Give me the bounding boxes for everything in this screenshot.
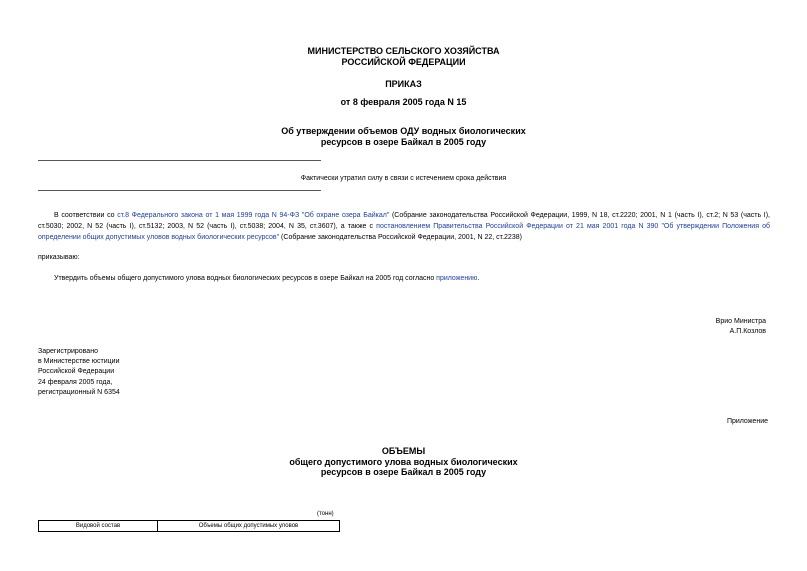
registration-line-2: в Министерстве юстиции (38, 358, 120, 365)
appendix-subtitle-line-2: ресурсов в озере Байкал в 2005 году (320, 467, 487, 477)
preamble-text-3: (Собрание законодательства Российской Федерации, 2001, N 22, ст.2238) (279, 234, 522, 241)
preamble-text-1: В соответствии со (54, 212, 118, 219)
order-text-end: . (477, 275, 480, 282)
separator-line-top (38, 160, 321, 161)
separator-line-bottom (38, 190, 321, 191)
appendix-subtitle-line-1: общего допустимого улова водных биологических (289, 457, 518, 467)
appendix-title: ОБЪЕМЫ (381, 446, 426, 456)
signature-position: Врио Министра (715, 318, 766, 325)
status-note-text: Фактически утратил силу в связи с истечением срока действия (300, 175, 507, 182)
ministry-line-1: МИНИСТЕРСТВО СЕЛЬСКОГО ХОЗЯЙСТВА (307, 46, 500, 56)
ministry-line-2: РОССИЙСКОЙ ФЕДЕРАЦИИ (341, 57, 466, 67)
preamble-text-2: (Собрание законодательства Российской Федерации, 1999, N 18, ст.2220; 2001, N 1 (часть I), ст.2; N 53 (часть I), ст.5030; 2002, N 52 (часть I), ст.5132; 2003, N 52 (часть I), ст.5038; 2004, N 35, ст.3607), а также с (38, 212, 770, 230)
column-species: Видовой состав (39, 521, 158, 532)
appendix-link[interactable]: приложению (436, 275, 478, 282)
table-unit: (тонн) (317, 511, 334, 517)
preamble-paragraph (38, 210, 770, 243)
column-tac-volume: Объемы общих допустимых уловов (158, 521, 340, 532)
order-word: приказываю: (38, 254, 80, 261)
doc-type: ПРИКАЗ (385, 79, 422, 89)
order-text-body: Утвердить объемы общего допустимого улова водных биологических ресурсов в озере Байкал на 2005 год согласно (54, 275, 437, 282)
table-header-row (39, 521, 340, 532)
appendix-label: Приложение (726, 418, 768, 425)
registration-line-1: Зарегистрировано (38, 348, 98, 355)
status-note (0, 173, 807, 184)
doc-date-number: от 8 февраля 2005 года N 15 (340, 97, 467, 107)
order-text (54, 273, 770, 284)
doc-title-line-2: ресурсов в озере Байкал в 2005 году (320, 137, 487, 147)
doc-title-line-1: Об утверждении объемов ОДУ водных биологических (281, 126, 526, 136)
signature-name: А.П.Козлов (729, 328, 766, 335)
resolution-390-link[interactable]: постановлением Правительства Российской Федерации от 21 мая 2001 года N 390 "Об утверждении Положения об определении общих допустимых уловов водных биологических ресурсов" (38, 223, 770, 241)
tac-table (38, 520, 340, 532)
registration-line-5: регистрационный N 6354 (38, 389, 120, 396)
registration-line-3: Российской Федерации (38, 368, 115, 375)
law-94fz-link[interactable]: ст.8 Федерального закона от 1 мая 1999 года N 94-ФЗ "Об охране озера Байкал" (117, 212, 390, 219)
registration-line-4: 24 февраля 2005 года, (38, 379, 113, 386)
